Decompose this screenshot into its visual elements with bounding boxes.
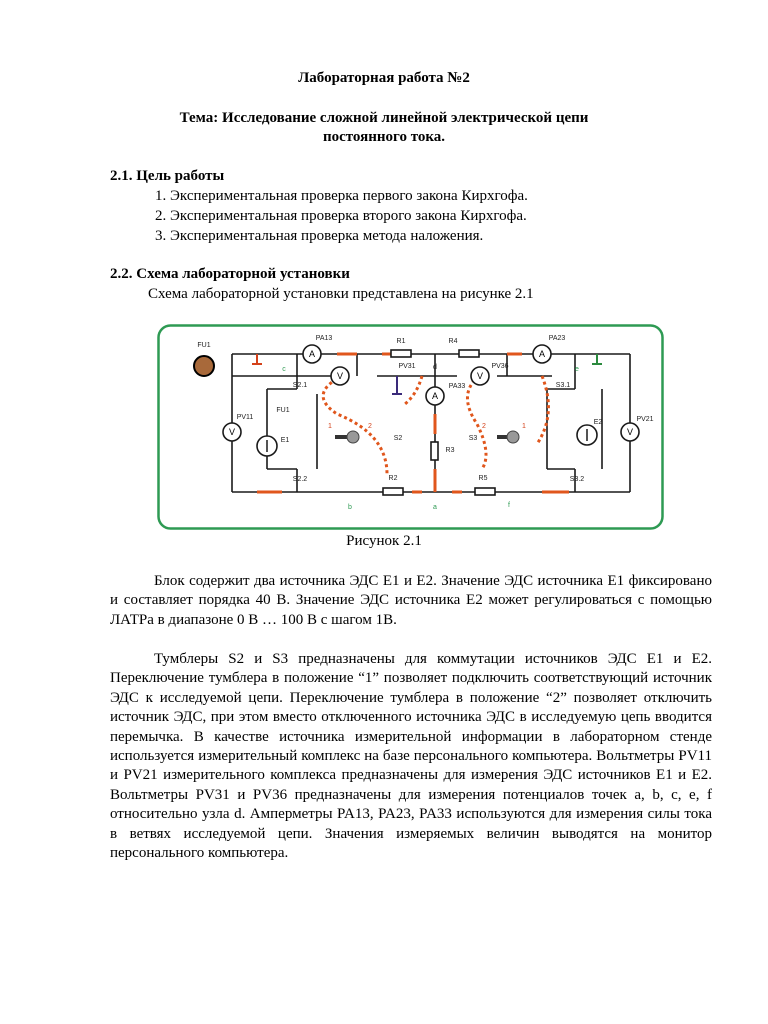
label-r3: R3 [445, 447, 455, 454]
label-e2: E2 [593, 419, 603, 426]
body-paragraph-1 [110, 572, 712, 630]
label-pos1-left: 1 [328, 423, 332, 430]
ammeter-symbol: A [308, 349, 316, 359]
resistor [391, 350, 411, 357]
label-pos2-right: 2 [482, 423, 486, 430]
resistor [431, 442, 438, 460]
ground-icon [252, 354, 262, 364]
switch-knob-icon [497, 431, 519, 443]
label-pv21: PV21 [636, 416, 654, 423]
label-fu1: FU1 [197, 342, 211, 349]
voltmeter-symbol: V [336, 371, 344, 381]
ammeter-symbol: A [431, 391, 439, 401]
label-pos2-left: 2 [368, 423, 372, 430]
goal-item: 3. Экспериментальная проверка метода наложения. [155, 228, 484, 244]
voltmeter-symbol: V [626, 427, 634, 437]
label-f: f [508, 502, 510, 509]
resistor [383, 488, 403, 495]
circuit-diagram [157, 324, 664, 530]
label-pv11: PV11 [236, 414, 254, 421]
label-pa33: PA33 [448, 383, 466, 390]
paragraph-text: Тумблеры S2 и S3 предназначены для коммутации источников ЭДС E1 и E2. Переключение тумблера в положение “1” позволяет подключить соответствующий источник ЭДС к исследуемой цепи. Переключение тумблера в положение “2” позволяет отключить источник ЭДС, при этом вместо отключенного источника ЭДС в исследуемую цепь вводится перемычка. В качестве источника измерительной информации в лабораторном стенде используется измерительный комплекс на базе персонального компьютера. Вольтметры PV11 и PV21 измерительного комплекса предназначены для измерения ЭДС источников E1 и E2. Вольтметры PV31 и PV36 предназначены для измерения потенциалов точек a, b, c, e, f относительно узла d. Амперметры PA13, PA23, PA33 используются для измерения силы тока в ветвях исследуемой цепи. Значения измеряемых величин выводятся на монитор персонального компьютера. [110, 651, 712, 862]
label-pa23: PA23 [548, 335, 566, 342]
label-s32: S3.2 [569, 476, 585, 483]
body-paragraph-2 [110, 650, 712, 863]
wires [232, 354, 630, 492]
label-d: d [433, 364, 437, 371]
resistor [475, 488, 495, 495]
label-c: c [282, 366, 286, 373]
goal-item: 1. Экспериментальная проверка первого закона Кирхгофа. [155, 188, 528, 204]
switch-knob-icon [335, 431, 359, 443]
label-e1: E1 [280, 437, 290, 444]
label-s31: S3.1 [555, 382, 571, 389]
label-s22: S2.2 [292, 476, 308, 483]
resistor [459, 350, 479, 357]
label-s2: S2 [393, 435, 403, 442]
ground-icon [592, 354, 602, 364]
label-pv36: PV36 [491, 363, 509, 370]
label-b: b [348, 504, 352, 511]
scheme-intro: Схема лабораторной установки представлена на рисунке 2.1 [148, 286, 534, 302]
label-r4: R4 [448, 338, 458, 345]
figure-caption: Рисунок 2.1 [346, 533, 422, 549]
scheme-heading: 2.2. Схема лабораторной установки [110, 266, 350, 282]
fuse-icon [194, 356, 214, 376]
goal-heading: 2.1. Цель работы [110, 168, 225, 184]
label-s21: S2.1 [292, 382, 308, 389]
document-title: Лабораторная работа №2 [298, 70, 470, 86]
label-pos1-right: 1 [522, 423, 526, 430]
topic-line-1: Тема: Исследование сложной линейной электрической цепи [179, 110, 589, 126]
label-pv31: PV31 [398, 363, 416, 370]
label-fu1-lower: FU1 [276, 407, 290, 414]
label-s3: S3 [468, 435, 478, 442]
voltmeter-symbol: V [228, 427, 236, 437]
label-r5: R5 [478, 475, 488, 482]
ammeter-symbol: A [538, 349, 546, 359]
label-r2: R2 [388, 475, 398, 482]
label-r1: R1 [396, 338, 406, 345]
label-a: a [433, 504, 437, 511]
voltmeter-symbol: V [476, 371, 484, 381]
goal-item: 2. Экспериментальная проверка второго закона Кирхгофа. [155, 208, 527, 224]
label-pa13: PA13 [315, 335, 333, 342]
paragraph-text: Блок содержит два источника ЭДС E1 и E2. Значение ЭДС источника E1 фиксировано и составляет порядка 40 В. Значение ЭДС источника E2 может регулироваться с помощью ЛАТРа в диапазоне 0 В … 100 В с шагом 1В. [110, 573, 712, 628]
label-e: e [575, 366, 579, 373]
topic-line-2: постоянного тока. [322, 129, 446, 145]
